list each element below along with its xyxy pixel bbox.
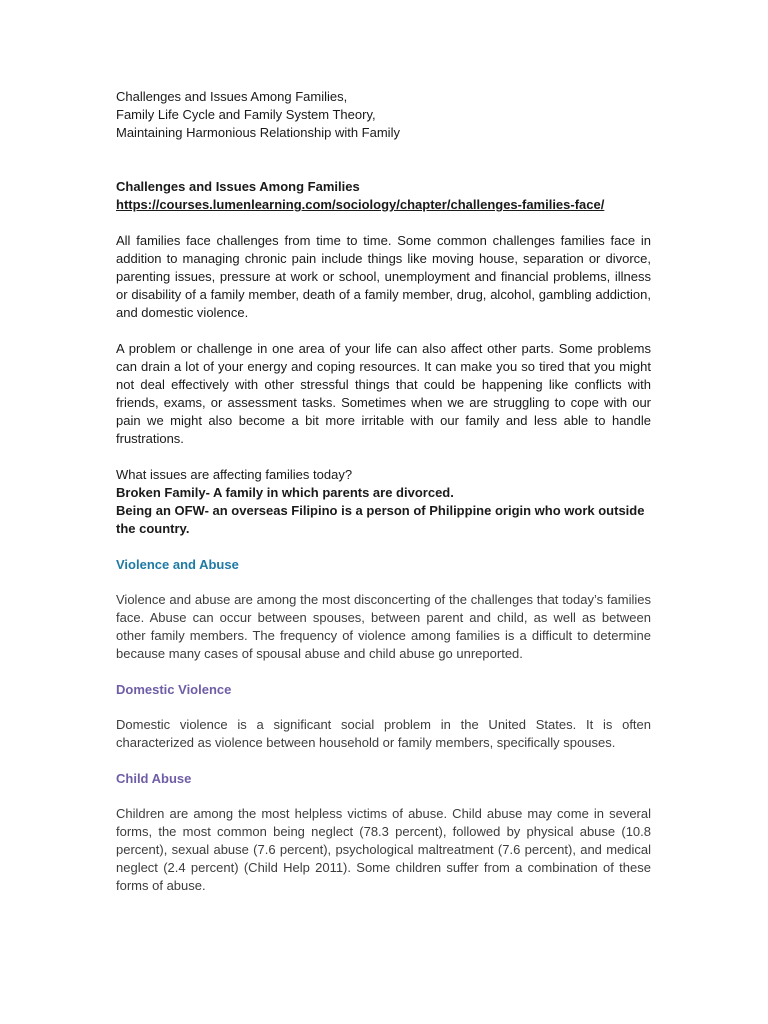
heading-domestic-violence: Domestic Violence: [116, 682, 232, 697]
heading-violence-abuse: Violence and Abuse: [116, 557, 239, 572]
document-content: [116, 88, 651, 895]
paragraph-challenges: All families face challenges from time to time. Some common challenges families face in addition to managing chronic pain include things like moving house, separation or divorce, parenting issues, pressure at work or school, unemployment and financial problems, illness or disability of a family member, death of a family member, drug, alcohol, gambling addiction, and domestic violence.: [116, 233, 651, 320]
issues-list: [116, 466, 651, 538]
header-line-1: Challenges and Issues Among Families,: [116, 89, 348, 104]
issue-ofw: Being an OFW- an overseas Filipino is a person of Philippine origin who work outside the country.: [116, 503, 645, 536]
paragraph-domestic-violence: Domestic violence is a significant social problem in the United States. It is often characterized as violence between household or family members, specifically spouses.: [116, 717, 651, 750]
heading-child-abuse: Child Abuse: [116, 771, 192, 786]
paragraph-problems: A problem or challenge in one area of your life can also affect other parts. Some problems can drain a lot of your energy and coping resources. It can make you so tired that you might not deal effectively with other stressful things that could be happening like conflicts with friends, exams, or assessment tasks. Sometimes when we are struggling to cope with our pain we might also become a bit more irritable with our family and less able to handle frustrations.: [116, 341, 651, 446]
section-title: Challenges and Issues Among Families: [116, 179, 360, 194]
header-line-2: Family Life Cycle and Family System Theory,: [116, 107, 376, 122]
issue-broken-family: Broken Family- A family in which parents are divorced.: [116, 485, 454, 500]
document-header: [116, 88, 651, 142]
header-line-3: Maintaining Harmonious Relationship with Family: [116, 125, 400, 140]
source-link[interactable]: https://courses.lumenlearning.com/sociology/chapter/challenges-families-face/: [116, 197, 605, 212]
paragraph-child-abuse: Children are among the most helpless victims of abuse. Child abuse may come in several forms, the most common being neglect (78.3 percent), followed by physical abuse (10.8 percent), sexual abuse (7.6 percent), psychological maltreatment (7.6 percent), and medical neglect (2.4 percent) (Child Help 2011). Some children suffer from a combination of these forms of abuse.: [116, 806, 651, 893]
issues-question: What issues are affecting families today?: [116, 467, 353, 482]
paragraph-violence-abuse: Violence and abuse are among the most disconcerting of the challenges that today’s families face. Abuse can occur between spouses, between parent and child, as well as between other family members. The frequency of violence among families is a difficult to determine because many cases of spousal abuse and child abuse go unreported.: [116, 592, 651, 661]
